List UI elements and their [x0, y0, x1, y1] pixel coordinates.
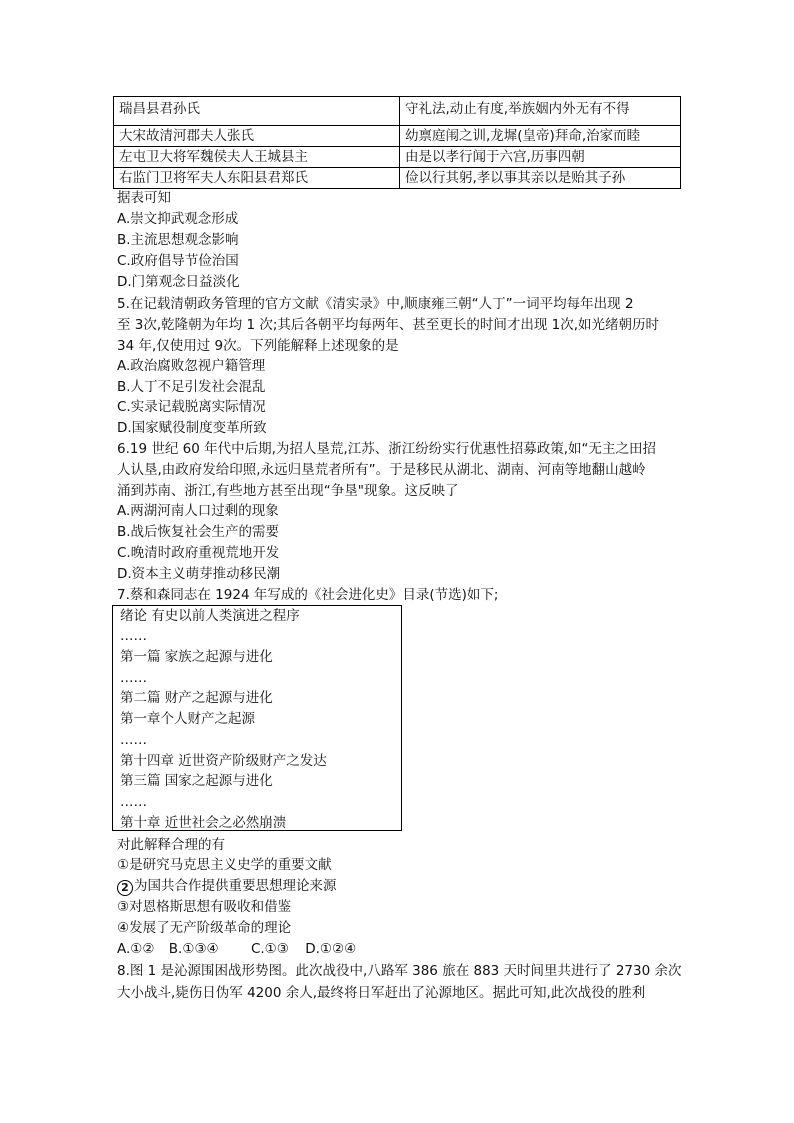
q5-option-c: C.实录记载脱离实际情况: [117, 399, 266, 415]
table-cell: 俭以行其躬,孝以事其亲以是贻其子孙: [400, 168, 681, 189]
table-row: [114, 126, 681, 147]
toc-line: 第一篇 家族之起源与进化: [120, 649, 273, 665]
table-of-contents-box: [112, 605, 402, 831]
toc-line: ……: [120, 670, 147, 686]
circled-number-icon: 2: [117, 880, 133, 896]
toc-line: 第二篇 财产之起源与进化: [120, 690, 273, 706]
toc-line: 第三篇 国家之起源与进化: [120, 773, 273, 789]
toc-line: 第一章个人财产之起源: [120, 711, 255, 727]
toc-line: ……: [120, 794, 147, 810]
q5-stem-line: 至 3次,乾隆朝为年均 1 次;其后各朝平均每两年、甚至更长的时间才出现 1次,如光绪朝历时: [117, 317, 660, 333]
q8-stem-line: 大小战斗,毙伤日伪军 4200 余人,最终将日军赶出了沁源地区。据此可知,此次战役的胜利: [117, 985, 646, 1001]
table-cell: 幼禀庭闱之训,龙墀(皇帝)拜命,治家而睦: [400, 126, 681, 147]
epitaph-table: [113, 96, 681, 189]
table-row: [114, 147, 681, 168]
q7-choice-d: D.①②④: [305, 941, 357, 957]
q7-stem: 7.蔡和森同志在 1924 年写成的《社会进化史》目录(节选)如下;: [117, 587, 499, 603]
q5-stem-line: 34 年,仅使用过 9次。下列能解释上述现象的是: [117, 338, 399, 354]
q7-item-2: [117, 876, 337, 896]
q4-option-b: B.主流思想观念影响: [117, 232, 239, 248]
table-cell: 大宋故清河郡夫人张氏: [114, 126, 400, 147]
table-cell: 右监门卫将军夫人东阳县君郑氏: [114, 168, 400, 189]
q6-stem-line: 涌到苏南、浙江,有些地方甚至出现“争垦"现象。这反映了: [117, 483, 459, 499]
toc-line: 第十四章 近世资产阶级财产之发达: [120, 753, 327, 769]
q7-follow: 对此解释合理的有: [117, 837, 225, 853]
table-row: [114, 168, 681, 189]
q7-item-4: ④发展了无产阶级革命的理论: [117, 920, 292, 936]
toc-line: ……: [120, 732, 147, 748]
q6-stem-line: 6.19 世纪 60 年代中后期,为招人垦荒,江苏、浙江纷纷实行优惠性招募政策,如“无主之田招: [117, 441, 656, 457]
q6-stem-line: 人认垦,由政府发给印照,永远归垦荒者所有”。于是移民从湖北、湖南、河南等地翻山越岭: [117, 462, 646, 478]
toc-line: 第十章 近世社会之必然崩溃: [120, 815, 287, 831]
table-row: [114, 97, 681, 126]
table-cell: 由是以孝行闻于六宫,历事四朝: [400, 147, 681, 168]
q5-option-a: A.政治腐败忽视户籍管理: [117, 358, 266, 374]
toc-line: 绪论 有史以前人类演进之程序: [120, 608, 300, 624]
q7-item-3: ③对恩格斯思想有吸收和借鉴: [117, 899, 292, 915]
table-cell: 左屯卫大将军魏侯夫人王城县主: [114, 147, 400, 168]
q6-option-d: D.资本主义萌芽推动移民潮: [117, 566, 281, 582]
q5-stem-line: 5.在记载清朝政务管理的官方文献《清实录》中,顺康雍三朝“人丁”一词平均每年出现 2: [117, 296, 634, 312]
q7-choices: [117, 939, 356, 959]
q4-option-c: C.政府倡导节俭治国: [117, 253, 239, 269]
q7-choice-c: C.①③: [250, 941, 289, 957]
q4-option-a: A.崇文抑武观念形成: [117, 211, 239, 227]
toc-line: ……: [120, 628, 147, 644]
q7-choice-a: A.①②: [117, 941, 155, 957]
q8-stem-line: 8.图 1 是沁源围困战形势图。此次战役中,八路军 386 旅在 883 天时间里共进行了 2730 余次: [117, 963, 682, 979]
q6-option-c: C.晚清时政府重视荒地开发: [117, 545, 280, 561]
q7-choice-b: B.①③④: [168, 941, 219, 957]
table-cell: 守礼法,动止有度,举族姻内外无有不得: [400, 97, 681, 126]
table-cell: 瑞昌县君孙氏: [114, 97, 400, 126]
q7-item-2-text: 为国共合作提供重要思想理论来源: [134, 878, 337, 894]
q7-item-1: ①是研究马克思主义史学的重要文献: [117, 857, 332, 873]
q6-option-b: B.战后恢复社会生产的需要: [117, 524, 280, 540]
q5-option-b: B.人丁不足引发社会混乱: [117, 379, 266, 395]
q6-option-a: A.两湖河南人口过剩的现象: [117, 503, 279, 519]
q4-stem: 据表可知: [117, 190, 171, 206]
q4-option-d: D.门第观念日益淡化: [117, 274, 240, 290]
q5-option-d: D.国家赋役制度变革所致: [117, 420, 267, 436]
